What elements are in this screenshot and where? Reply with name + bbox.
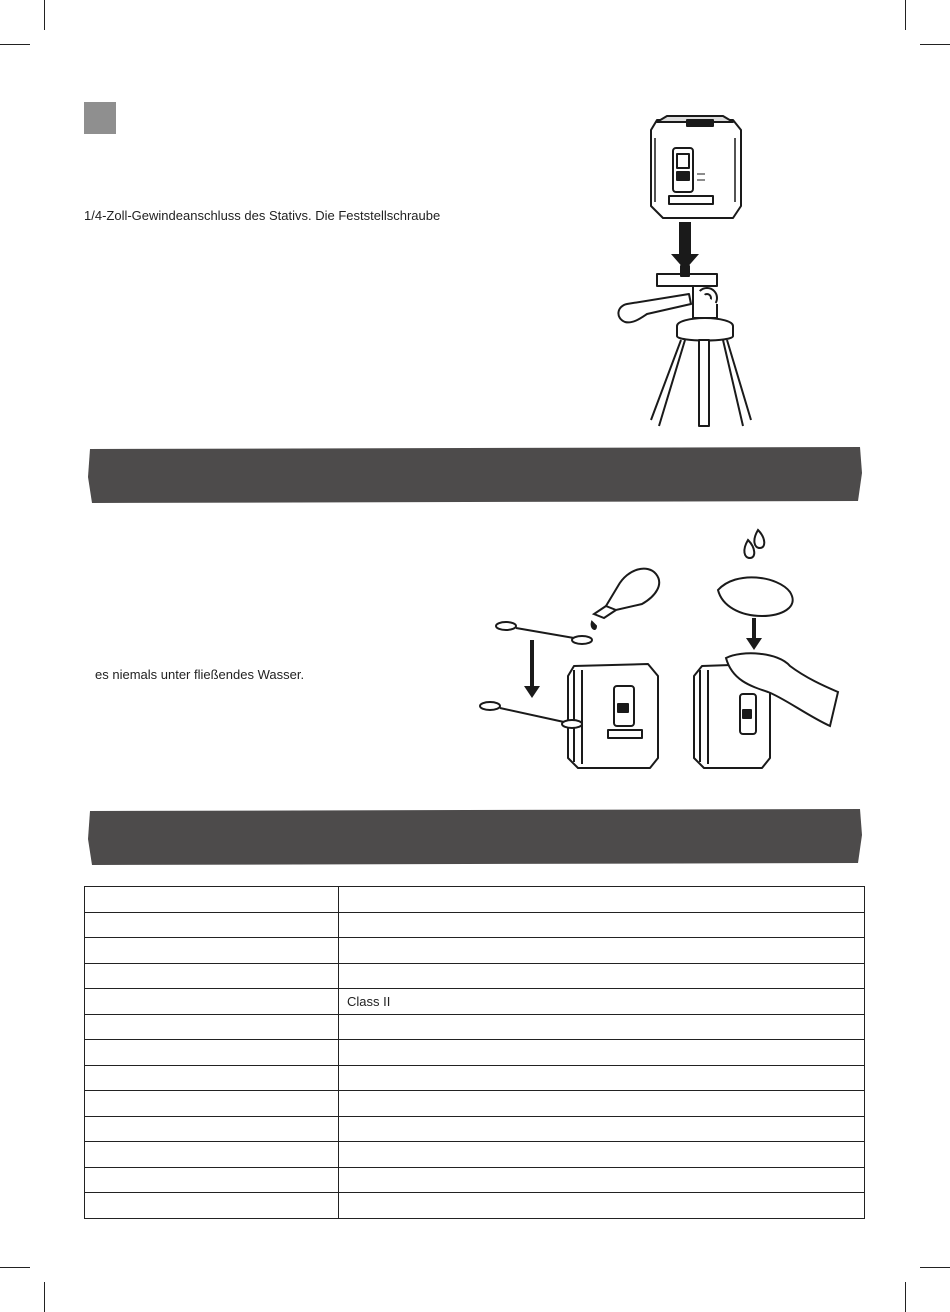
table-row — [85, 1065, 865, 1091]
spec-label — [85, 912, 339, 938]
spec-value — [339, 887, 865, 913]
spec-value: Class II — [339, 989, 865, 1015]
table-row — [85, 1040, 865, 1066]
table-row — [85, 938, 865, 964]
down-arrow-icon — [746, 618, 762, 650]
spec-value — [339, 1167, 865, 1193]
spec-label — [85, 1116, 339, 1142]
spec-label — [85, 1091, 339, 1117]
crop-mark — [905, 0, 906, 30]
laser-level-icon — [568, 664, 658, 768]
cleaning-instruction-text: es niemals unter fließendes Wasser. — [95, 667, 305, 682]
spec-label — [85, 1142, 339, 1168]
spec-label — [85, 1014, 339, 1040]
spec-label — [85, 1193, 339, 1219]
crop-mark — [0, 44, 30, 45]
table-row — [85, 1014, 865, 1040]
crop-mark — [44, 0, 45, 30]
table-row — [85, 989, 865, 1015]
table-row — [85, 912, 865, 938]
spec-label — [85, 1040, 339, 1066]
section-header-banner — [86, 805, 864, 869]
table-row — [85, 1142, 865, 1168]
cleaning-illustration — [478, 526, 843, 774]
spec-value — [339, 1193, 865, 1219]
tripod-mount-illustration — [605, 108, 775, 433]
table-row — [85, 1167, 865, 1193]
spec-value — [339, 1040, 865, 1066]
specifications-table — [84, 886, 865, 1219]
spec-value — [339, 1091, 865, 1117]
crop-mark — [920, 1267, 950, 1268]
crop-mark — [905, 1282, 906, 1312]
down-arrow-icon — [671, 222, 699, 270]
spec-label — [85, 1167, 339, 1193]
crop-mark — [0, 1267, 30, 1268]
spec-value — [339, 1014, 865, 1040]
crop-mark — [920, 44, 950, 45]
spec-value — [339, 1142, 865, 1168]
cloth-icon — [718, 577, 793, 616]
table-row — [85, 1116, 865, 1142]
down-arrow-icon — [524, 640, 540, 698]
tripod-instruction-text: 1/4-Zoll-Gewindeanschluss des Stativs. Die Feststellschraube — [84, 208, 441, 223]
water-drop-icon — [744, 530, 764, 558]
table-row — [85, 1091, 865, 1117]
crop-mark — [44, 1282, 45, 1312]
spec-value — [339, 938, 865, 964]
section-number-box — [84, 102, 116, 134]
spec-label — [85, 938, 339, 964]
table-row — [85, 963, 865, 989]
spec-value — [339, 1065, 865, 1091]
spec-label — [85, 989, 339, 1015]
table-row — [85, 1193, 865, 1219]
spec-label — [85, 1065, 339, 1091]
spec-value — [339, 963, 865, 989]
section-header-banner — [86, 443, 864, 507]
spec-label — [85, 887, 339, 913]
oil-bottle-icon — [592, 569, 660, 629]
spec-label — [85, 963, 339, 989]
spec-value — [339, 912, 865, 938]
table-row — [85, 887, 865, 913]
spec-value — [339, 1116, 865, 1142]
laser-level-icon — [651, 116, 741, 218]
tripod-icon — [618, 266, 751, 426]
